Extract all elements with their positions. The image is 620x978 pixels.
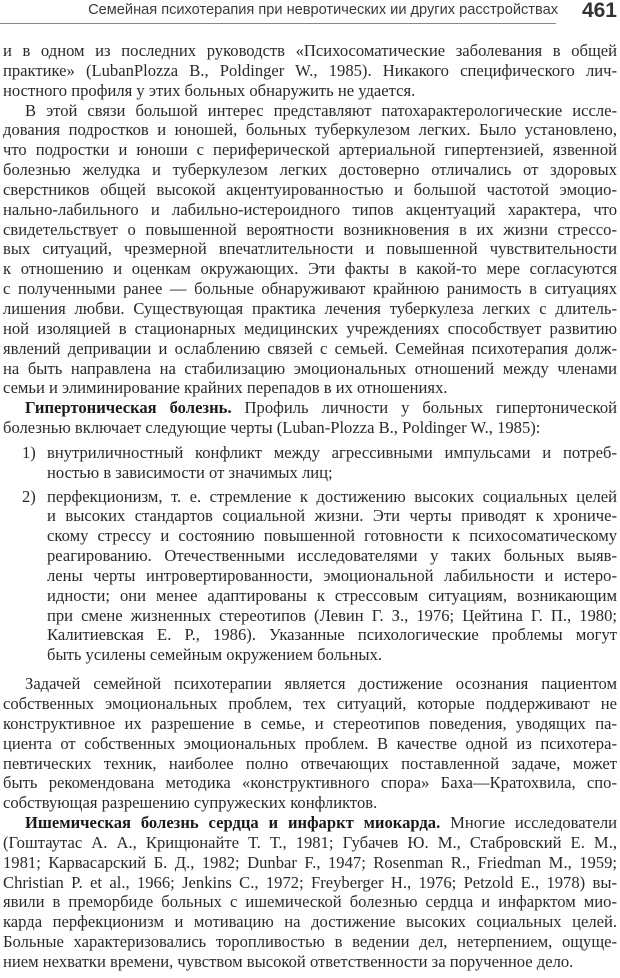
line-text: явлений депривации и ослаблению связей с семьей. Семейная психотерапия долж- xyxy=(3,338,617,358)
text-line xyxy=(3,734,617,754)
line-text: и в одном из последних руководств «Психосоматические заболевания в общей xyxy=(3,41,617,60)
line-text: дования подростков и юношей, больных туберкулезом легких. Было установлено, xyxy=(3,120,617,140)
text-line xyxy=(3,120,617,140)
text-line xyxy=(3,793,617,813)
line-text: Многие исследователи xyxy=(440,813,618,833)
text-line xyxy=(3,41,617,61)
text-line xyxy=(3,160,617,180)
line-text: певтических техник, наиболее полно отвечающих поставленной задаче, может xyxy=(3,753,617,773)
text-line xyxy=(3,674,617,694)
text-line xyxy=(3,279,617,299)
numbered-list xyxy=(3,443,617,665)
text-line xyxy=(3,754,617,774)
text-line xyxy=(47,645,617,665)
line-text: свидетельствует о повышенной вероятности возникновения в их жизни стрессо- xyxy=(3,219,617,239)
text-line xyxy=(47,625,617,645)
line-text: Задачей семейной психотерапии является достижение осознания пациентом xyxy=(25,674,617,694)
line-text: собственных эмоциональных проблем, тех ситуаций, которые поддерживают не xyxy=(3,694,617,713)
text-line xyxy=(3,259,617,279)
text-line xyxy=(47,463,617,483)
text-line xyxy=(47,487,617,507)
line-text: ностного профиля у этих больных обнаружить не удается. xyxy=(3,80,416,100)
text-line xyxy=(3,418,617,438)
line-text: В этой связи большой интерес представляют патохарактерологические иссле- xyxy=(25,100,617,120)
line-text: болезнью включает следующие черты (Luban-Plozza B., Poldinger W., 1985): xyxy=(3,418,541,438)
running-header xyxy=(0,0,620,24)
list-item xyxy=(3,443,617,483)
line-text: быть усилены семейным окружением больных. xyxy=(47,645,383,665)
text-line xyxy=(47,506,617,526)
text-line xyxy=(3,200,617,220)
paragraph xyxy=(3,674,617,813)
text-line xyxy=(3,833,617,853)
header-divider xyxy=(0,23,556,24)
line-text: идности; они менее адаптированы к стрессовым ситуациям, возникающим xyxy=(47,585,617,605)
line-text: перфекционизм, т. е. стремление к достижению высоких социальных целей xyxy=(47,486,617,506)
line-text: к отношению и оценкам окружающих. Эти факты в какой-то мере согласуются xyxy=(3,259,617,279)
running-title: Семейная психотерапия при невротических ии других расстройствах xyxy=(88,2,558,18)
text-line xyxy=(3,773,617,793)
line-text: вых ситуаций, чрезмерной впечатлительности и повышенной чувствительности xyxy=(3,239,617,259)
line-text: 1981; Карвасарский Б. Д., 1982; Dunbar F., 1947; Rosenman R., Friedman M., 1959; xyxy=(3,852,617,872)
line-text: при смене жизненных стереотипов (Левин Г. З., 1976; Цейтина Г. П., 1980; xyxy=(47,605,617,625)
line-text: ностью в зависимости от значимых лиц; xyxy=(47,462,333,482)
text-line xyxy=(3,873,617,893)
text-line xyxy=(3,140,617,160)
page-number: 461 xyxy=(581,0,617,22)
text-line xyxy=(3,239,617,259)
text-line xyxy=(3,180,617,200)
text-line xyxy=(47,606,617,626)
text-line xyxy=(3,714,617,734)
text-line xyxy=(47,546,617,566)
line-text: сверстников общей высокой акцентуированностью и большой частотой эмоцио- xyxy=(3,179,617,199)
line-text: Профиль личности у больных гипертонической xyxy=(231,398,618,418)
line-text: явили в преморбиде больных с ишемической болезнью сердца и инфарктом мио- xyxy=(3,892,617,912)
line-text: Калитиевская Е. Р., 1986). Указанные психологические проблемы могут xyxy=(47,625,617,645)
text-line xyxy=(3,339,617,359)
text-line xyxy=(3,813,617,833)
paragraph xyxy=(3,41,617,101)
line-text: реагированию. Отечественными исследователями у таких больных выяв- xyxy=(47,546,617,566)
line-text: нально-лабильного и лабильно-истероидного типов акцентуаций характера, что xyxy=(3,199,617,219)
text-line xyxy=(3,694,617,714)
line-text: Christian P. et al., 1966; Jenkins C., 1972; Freyberger H., 1976; Petzold E., 1978) вы- xyxy=(3,872,617,892)
text-line xyxy=(3,299,617,319)
text-line xyxy=(3,853,617,873)
text-line xyxy=(3,61,617,81)
line-text: скому стрессу и состоянию повышенной готовности к психосоматическому xyxy=(47,526,617,546)
line-text: и высоких стандартов социальной жизни. Эти черты приводят к хрониче- xyxy=(47,506,617,526)
text-line xyxy=(3,359,617,379)
list-item-number: 2) xyxy=(22,486,36,506)
list-item-number: 1) xyxy=(22,442,36,462)
text-line xyxy=(3,398,617,418)
line-text: практике» (LubanPlozza B., Poldinger W., 1985). Никакого специфического лич- xyxy=(3,60,617,80)
line-text: собствующая разрешению супружеских конфликтов. xyxy=(3,793,378,813)
list-item xyxy=(3,487,617,666)
text-line xyxy=(47,566,617,586)
line-text: карда перфекционизм и мотивацию на достижение высоких социальных целей. xyxy=(3,912,617,932)
page-body xyxy=(3,41,617,972)
line-text: Больные характеризовались торопливостью в ведении дел, нетерпением, ощуще- xyxy=(3,932,617,952)
paragraph xyxy=(3,813,617,972)
line-text: нием нехватки времени, чувством высокой ответственности за порученное дело. xyxy=(3,951,574,971)
line-text: быть рекомендована методика «конструктивного спора» Баха—Кратохвила, спо- xyxy=(3,773,617,793)
text-line xyxy=(47,443,617,463)
paragraphs-after-list xyxy=(3,674,617,972)
text-line xyxy=(3,220,617,240)
line-text: с полученными ранее — больные обнаруживают крайнюю ранимость в ситуациях xyxy=(3,279,617,299)
text-line xyxy=(47,586,617,606)
text-line xyxy=(3,932,617,952)
line-text: на быть направлена на стабилизацию эмоциональных отношений между членами xyxy=(3,358,617,378)
line-text: болезнью желудка и туберкулезом легких достоверно отличались от здоровых xyxy=(3,160,617,180)
paragraphs-before-list xyxy=(3,41,617,438)
text-line xyxy=(3,952,617,972)
line-text: семьи и элиминирование крайних перепадов в их отношениях. xyxy=(3,378,448,398)
line-text: (Гоштаутас А. А., Крищюнайте Т. Т., 1981; Губачев Ю. М., Стабровский Е. М., xyxy=(3,832,617,852)
line-text: ной изоляцией в стационарных медицинских учреждениях способствует развитию xyxy=(3,318,617,338)
line-text: циента от собственных эмоциональных проблем. В качестве одной из психотера- xyxy=(3,733,617,753)
line-text: лены черты интровертированности, эмоциональной лабильности и истеро- xyxy=(47,565,617,585)
text-line xyxy=(3,378,617,398)
line-text: лишения любви. Существующая практика лечения туберкулеза легких с длитель- xyxy=(3,298,617,318)
line-text: внутриличностный конфликт между агрессивными импульсами и потреб- xyxy=(47,442,617,462)
text-line xyxy=(3,319,617,339)
text-line xyxy=(3,101,617,121)
paragraph-lead-heading: Ишемическая болезнь сердца и инфаркт миокарда. xyxy=(25,813,441,833)
paragraph-lead-heading: Гипертоническая болезнь. xyxy=(25,398,232,418)
paragraph xyxy=(3,398,617,438)
paragraph xyxy=(3,101,617,399)
text-line xyxy=(3,81,617,101)
line-text: что подростки и юноши с периферической артериальной гипертензией, язвенной xyxy=(3,140,617,160)
line-text: конструктивное их разрешение в семье, и стереотипов поведения, уводящих па- xyxy=(3,713,617,733)
text-line xyxy=(3,892,617,912)
text-line xyxy=(3,912,617,932)
text-line xyxy=(47,526,617,546)
